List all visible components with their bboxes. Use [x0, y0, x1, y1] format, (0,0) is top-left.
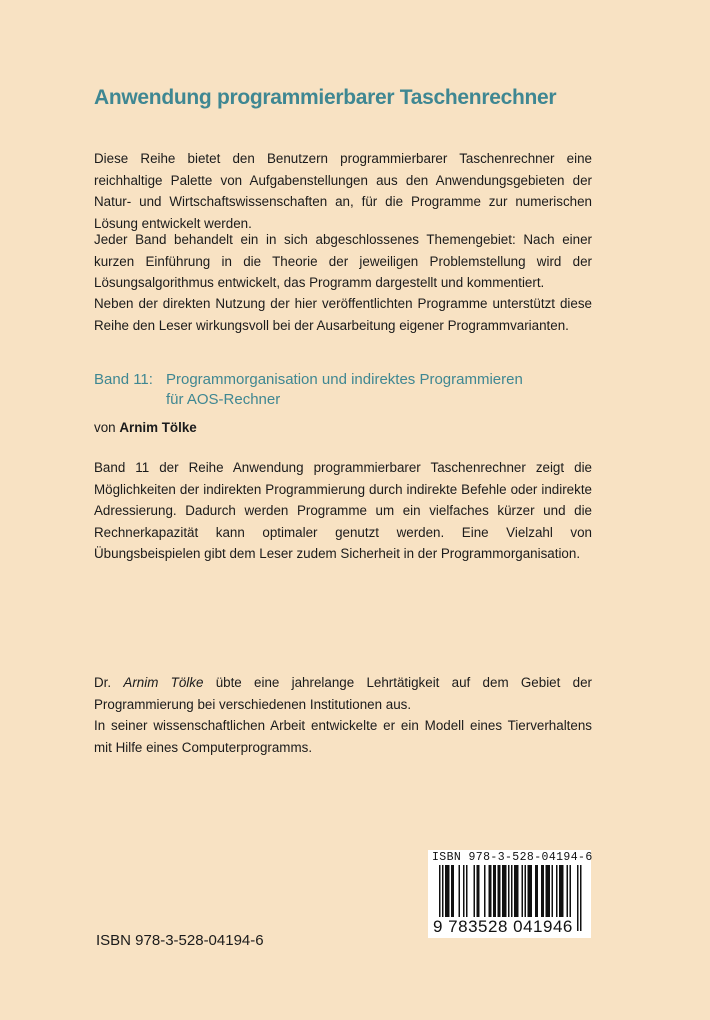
barcode-bar — [495, 865, 497, 917]
barcode-bar — [552, 865, 554, 917]
series-description-paragraph-1: Diese Reihe bietet den Benutzern programmierbarer Taschenrechner eine reichhaltige Palette von Aufgabenstellungen aus den Anwendungsgebieten der Natur- und Wirtschaftswissenschaften an, für die Programme zur numerischen Lösung entwickelt werden. — [94, 151, 592, 231]
barcode-bar — [448, 865, 450, 917]
barcode-bar — [567, 865, 569, 917]
barcode-bar — [531, 865, 533, 917]
barcode-bar — [529, 865, 531, 917]
barcode-bar — [525, 865, 527, 917]
barcode-bar — [522, 865, 524, 917]
author-bio-title: Dr. — [94, 675, 112, 690]
author-bio — [94, 672, 592, 758]
barcode-bar — [561, 865, 563, 917]
barcode-bar — [459, 865, 461, 917]
barcode-bar — [556, 865, 558, 917]
barcode-bar — [546, 865, 548, 917]
barcode-bar — [463, 865, 465, 917]
barcode-bar — [489, 865, 491, 917]
barcode-bar — [453, 865, 455, 917]
barcode-bar — [504, 865, 506, 917]
barcode-bar — [547, 865, 549, 917]
author-bio-name: Arnim Tölke — [123, 675, 204, 690]
barcode-bar — [570, 865, 572, 917]
barcode-isbn-label: ISBN 978-3-528-04194-6 — [432, 851, 593, 864]
band-heading — [94, 370, 523, 409]
author-prefix: von — [94, 420, 116, 435]
isbn-barcode — [428, 850, 591, 938]
barcode-bar — [516, 865, 518, 917]
band-title-line-2: für AOS-Rechner — [166, 390, 281, 408]
barcode-bar — [451, 865, 453, 917]
author-line — [94, 420, 197, 435]
barcode-bar — [562, 865, 564, 917]
barcode-bar — [517, 865, 519, 917]
barcode-bar — [447, 865, 449, 917]
barcode-bar — [477, 865, 479, 917]
author-bio-text-1: übte eine jahrelange Lehrtätigkeit auf dem Gebiet der Programmierung bei verschiedenen Institutionen aus. — [94, 675, 592, 712]
barcode-bar — [549, 865, 551, 917]
barcode-bar — [505, 865, 507, 917]
barcode-bar — [474, 865, 476, 917]
barcode-bar — [499, 865, 501, 917]
barcode-bar — [537, 865, 539, 917]
barcode-bar — [498, 865, 500, 917]
barcode-bar — [528, 865, 530, 917]
barcode-bar — [490, 865, 492, 917]
barcode-digits: 9 783528 041946 — [433, 917, 573, 936]
barcode-bar — [580, 865, 582, 931]
band-description: Band 11 der Reihe Anwendung programmierbarer Taschenrechner zeigt die Möglichkeiten der indirekten Programmierung durch indirekte Befehle oder indirekte Adressierung. Dadurch werden Programme um ein vielfaches kürzer und die Rechnerkapazität kann optimaler genutzt werden. Eine Vielzahl von Übungsbeispielen gibt dem Leser zudem Sicherheit in der Programmorganisation. — [94, 460, 592, 561]
author-bio-text-2: In seiner wissenschaftlichen Arbeit entwickelte er ein Modell eines Tierverhaltens mit Hilfe eines Computerprogramms. — [94, 718, 592, 755]
barcode-bar — [559, 865, 561, 917]
barcode-bar — [514, 865, 516, 917]
series-description-paragraph-2: Jeder Band behandelt ein in sich abgeschlossenes Themengebiet: Nach einer kurzen Einführung in die Theorie der jeweiligen Problemstellung wird der Lösungsalgorithmus entwickelt, das Programm dargestellt und kommentiert. — [94, 232, 592, 290]
barcode-bar — [541, 865, 543, 917]
barcode-bar — [493, 865, 495, 917]
isbn-footer: ISBN 978-3-528-04194-6 — [96, 932, 264, 949]
barcode-bar — [445, 865, 447, 917]
series-title: Anwendung programmierbarer Taschenrechner — [94, 86, 557, 109]
barcode-bar — [543, 865, 545, 917]
barcode-bar — [502, 865, 504, 917]
barcode-bar — [478, 865, 480, 917]
band-title-line-1: Programmorganisation und indirektes Programmieren — [166, 371, 523, 388]
band-label: Band 11: — [94, 371, 153, 388]
barcode-bar — [466, 865, 468, 917]
barcode-bar — [484, 865, 486, 917]
series-description-paragraph-3: Neben der direkten Nutzung der hier veröffentlichten Programme unterstützt diese Reihe den Leser wirkungsvoll bei der Ausarbeitung eigener Programmvarianten. — [94, 296, 592, 333]
barcode-bar — [535, 865, 537, 917]
barcode-bar — [577, 865, 579, 931]
author-bio-first-paragraph — [94, 672, 592, 715]
author-name: Arnim Tölke — [119, 420, 197, 435]
